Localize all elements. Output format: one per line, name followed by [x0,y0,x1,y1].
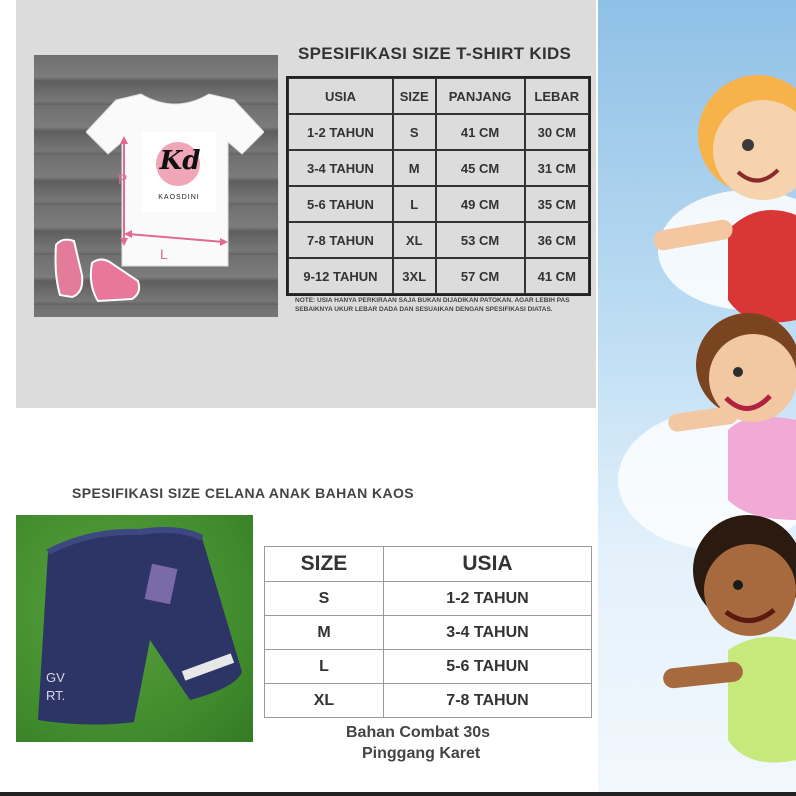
length-label: P [118,171,128,187]
table-row [288,258,589,294]
cell-size: S [265,582,384,616]
cell-usia: 9-12 TAHUN [288,258,393,294]
cell-panjang: 49 CM [436,186,525,222]
material-note: Bahan Combat 30s [346,724,491,741]
header-panjang: PANJANG [436,78,525,114]
table-row [265,650,592,684]
table-row [288,222,589,258]
cell-usia: 7-8 TAHUN [383,684,591,718]
header-size: SIZE [393,78,436,114]
header-usia: USIA [383,547,591,582]
cell-size: XL [265,684,384,718]
cell-lebar: 35 CM [525,186,589,222]
width-label: L [160,246,168,262]
shorts-print-text: GV [46,670,65,685]
table-header-row [265,547,592,582]
shorts-illustration [30,522,245,732]
cartoon-kids-illustration [598,0,796,796]
cell-size: 3XL [393,258,436,294]
header-size: SIZE [265,547,384,582]
waist-note: Pinggang Karet [362,745,481,762]
table-row [288,114,589,150]
cell-lebar: 41 CM [525,258,589,294]
cell-usia: 5-6 TAHUN [288,186,393,222]
tshirt-size-table [286,76,591,296]
logo-brand: KAOSDINI [158,194,200,201]
logo-mark: Kd [159,146,201,176]
cell-usia: 1-2 TAHUN [288,114,393,150]
table-row [288,150,589,186]
cell-size: L [393,186,436,222]
bottom-divider [0,792,796,796]
cell-usia: 3-4 TAHUN [288,150,393,186]
cell-usia: 1-2 TAHUN [383,582,591,616]
table-row [265,684,592,718]
table-row [265,582,592,616]
cell-lebar: 36 CM [525,222,589,258]
cell-panjang: 45 CM [436,150,525,186]
cell-panjang: 41 CM [436,114,525,150]
tshirt-size-title: SPESIFIKASI SIZE T-SHIRT KIDS [298,44,572,63]
tshirt-size-note: NOTE: USIA HANYA PERKIRAAN SAJA BUKAN DIJADIKAN PATOKAN. AGAR LEBIH PAS SEBAIKNYA UKUR LEBAR DADA DAN SESUAIKAN DENGAN SPESIFIKASI DIATAS. [295,297,570,313]
pants-size-table [264,546,592,718]
table-row [288,186,589,222]
cell-size: M [265,616,384,650]
cell-size: M [393,150,436,186]
pants-size-title: SPESIFIKASI SIZE CELANA ANAK BAHAN KAOS [72,485,415,501]
shorts-print-text: RT. [46,688,66,703]
cell-size: XL [393,222,436,258]
cell-size: S [393,114,436,150]
cell-lebar: 31 CM [525,150,589,186]
header-usia: USIA [288,78,393,114]
table-row [265,616,592,650]
table-header-row [288,78,589,114]
cell-lebar: 30 CM [525,114,589,150]
pink-shoes-photo [52,235,142,305]
cell-usia: 3-4 TAHUN [383,616,591,650]
cell-usia: 7-8 TAHUN [288,222,393,258]
cell-usia: 5-6 TAHUN [383,650,591,684]
cell-size: L [265,650,384,684]
cell-panjang: 57 CM [436,258,525,294]
cell-panjang: 53 CM [436,222,525,258]
header-lebar: LEBAR [525,78,589,114]
